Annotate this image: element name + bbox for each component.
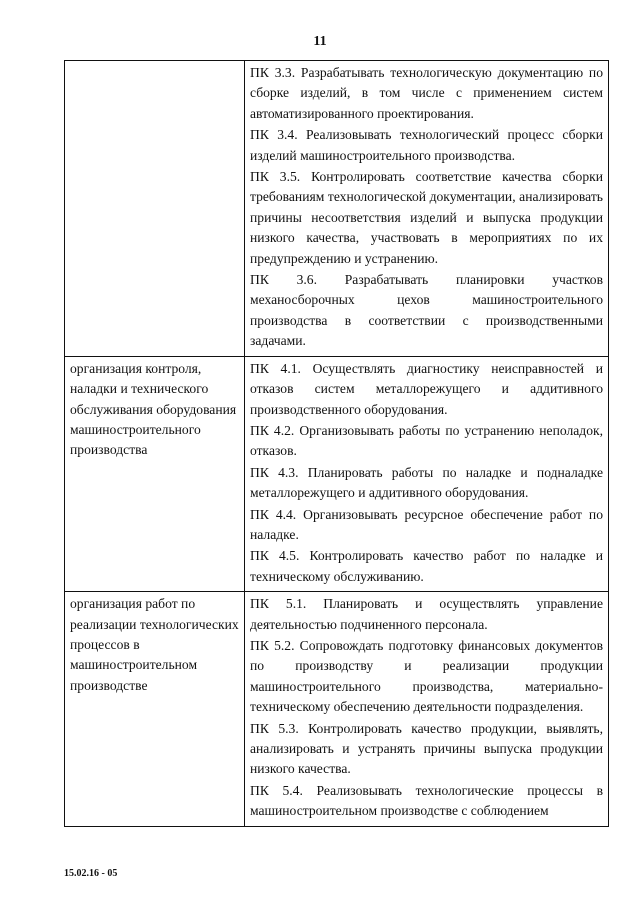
competency-item: ПК 4.1. Осуществлять диагностику неисправностей и отказов систем металлорежущего и аддитивного производственного оборудования. bbox=[250, 360, 603, 417]
footer-code: 15.02.16 - 05 bbox=[64, 868, 118, 879]
competency-item: ПК 3.6. Разрабатывать планировки участков механосборочных цехов машиностроительного производства в соответствии с производственными задачами. bbox=[250, 272, 603, 349]
competency-item: ПК 5.4. Реализовывать технологические процессы в машиностроительном производстве с соблюдением bbox=[250, 782, 603, 819]
activity-area-cell bbox=[65, 61, 245, 357]
activity-area-cell bbox=[65, 356, 245, 591]
competency-item: ПК 3.3. Разрабатывать технологическую документацию по сборке изделий, в том числе с применением систем автоматизированного проектирования. bbox=[250, 65, 603, 121]
competencies-cell bbox=[245, 61, 609, 357]
page-number: 11 bbox=[313, 34, 327, 49]
table-row bbox=[65, 61, 609, 357]
competency-item: ПК 5.2. Сопровождать подготовку финансовых документов по производству и реализации продукции машиностроительного производства, материально-техническому обеспечению деятельности подразделения. bbox=[250, 637, 603, 715]
competency-item: ПК 4.2. Организовывать работы по устранению неполадок, отказов. bbox=[250, 422, 603, 459]
competencies-cell bbox=[245, 356, 609, 591]
competency-item: ПК 5.3. Контролировать качество продукции, выявлять, анализировать и устранять причины выпуска продукции низкого качества. bbox=[250, 720, 603, 777]
competency-item: ПК 4.4. Организовывать ресурсное обеспечение работ по наладке. bbox=[250, 506, 603, 542]
competencies-cell bbox=[245, 592, 609, 826]
competencies-table bbox=[64, 60, 609, 827]
competency-item: ПК 3.4. Реализовывать технологический процесс сборки изделий машиностроительного производства. bbox=[250, 127, 603, 163]
competency-item: ПК 3.5. Контролировать соответствие качества сборки требованиям технологической документации, анализировать причины несоответствия изделий и выпуска продукции низкого качества, участвовать в мероприятиях по их предупреждению и устранению. bbox=[250, 169, 603, 266]
activity-area-cell bbox=[65, 592, 245, 826]
competency-item: ПК 4.5. Контролировать качество работ по наладке и техническому обслуживанию. bbox=[250, 548, 603, 584]
table-row bbox=[65, 592, 609, 826]
activity-area-text: организация контроля, наладки и технического обслуживания оборудования машиностроительного производства bbox=[70, 360, 237, 458]
activity-area-text: организация работ по реализации технологических процессов в машиностроительном производстве bbox=[70, 596, 239, 693]
competency-item: ПК 5.1. Планировать и осуществлять управление деятельностью подчиненного персонала. bbox=[250, 596, 603, 632]
table-row bbox=[65, 356, 609, 591]
competency-item: ПК 4.3. Планировать работы по наладке и подналадке металлорежущего и аддитивного оборудования. bbox=[250, 464, 603, 501]
